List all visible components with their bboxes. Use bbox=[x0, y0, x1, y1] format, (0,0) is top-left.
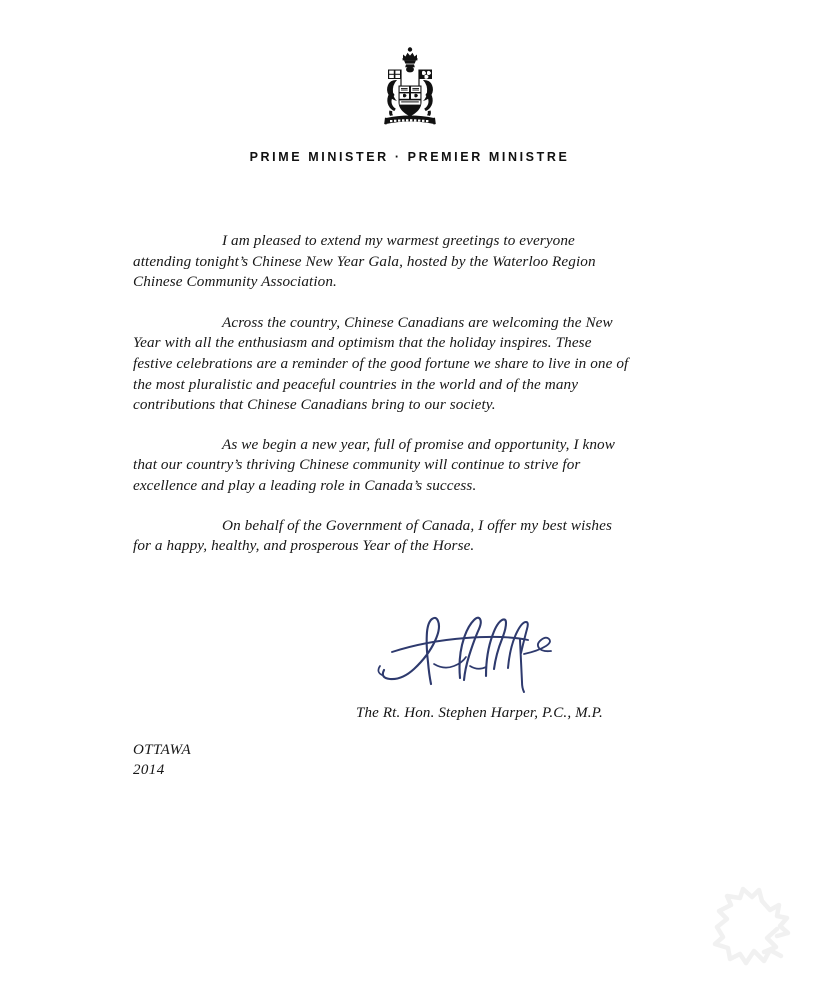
footer-place: OTTAWA bbox=[133, 742, 192, 758]
body-paragraph: I am pleased to extend my warmest greetings to everyone attending tonight’s Chinese New Year Gala, hosted by the Waterloo Region Chinese Community Association. bbox=[133, 232, 596, 291]
faint-outline-watermark-icon bbox=[693, 883, 811, 983]
letterhead bbox=[0, 0, 819, 164]
handwritten-signature-icon bbox=[374, 596, 586, 700]
body-paragraph: As we begin a new year, full of promise and opportunity, I know that our country’s thriving Chinese community will continue to strive for excellence and play a leading role in Canada’s success. bbox=[133, 435, 615, 494]
canadian-coat-of-arms-icon bbox=[370, 0, 450, 136]
signature-block bbox=[356, 596, 656, 723]
letter-body bbox=[133, 231, 633, 557]
footer-block bbox=[133, 740, 191, 780]
signature-name-line: The Rt. Hon. Stephen Harper, P.C., M.P. bbox=[356, 705, 603, 721]
body-paragraph: On behalf of the Government of Canada, I offer my best wishes for a happy, healthy, and prosperous Year of the Horse. bbox=[133, 516, 612, 555]
letterhead-title: PRIME MINISTER · PREMIER MINISTRE bbox=[249, 150, 570, 164]
footer-year: 2014 bbox=[133, 762, 165, 778]
body-paragraph: Across the country, Chinese Canadians are welcoming the New Year with all the enthusiasm and optimism that the holiday inspires. These festive celebrations are a reminder of the good fortune we share to live in one of the most pluralistic and peaceful countries in the world and of the many contributions that Chinese Canadians bring to our society. bbox=[133, 313, 629, 414]
